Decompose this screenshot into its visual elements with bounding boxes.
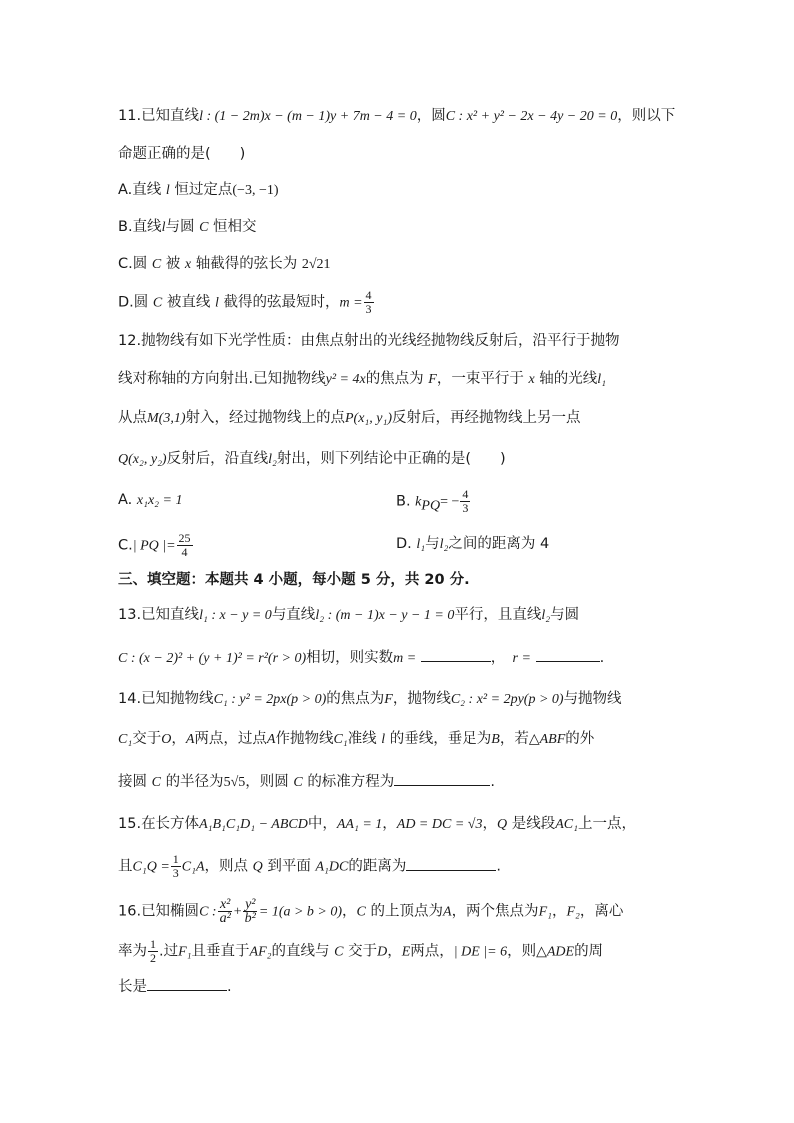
circle-equation: C : (x − 2)² + (y + 1)² = r²(r > 0) — [118, 651, 307, 666]
q15-line2 — [118, 853, 501, 880]
fraction — [177, 532, 193, 559]
fraction — [460, 488, 470, 515]
q13-text: 相切，则实数 — [306, 650, 394, 666]
denominator: 4 — [181, 545, 188, 559]
triangle-ade: △ADE — [536, 944, 575, 960]
q12-option-a — [118, 488, 183, 513]
q16-text: ， — [387, 943, 402, 960]
q14-text: 的外 — [565, 731, 595, 747]
focus-f2: F₂ — [566, 904, 580, 920]
answer-blank-perimeter[interactable] — [147, 976, 227, 991]
q15-text: 到平面 — [267, 858, 311, 875]
q12-text: 反射后，沿直线 — [166, 451, 269, 467]
q13-text: 与直线 — [271, 607, 316, 623]
q12-text: 抛物线有如下光学性质：由焦点射出的光线经抛物线反射后，沿平行于抛物 — [141, 333, 620, 349]
q14-text: 两点，过点 — [194, 731, 267, 747]
q16-text: 率为 — [118, 943, 147, 960]
q11-option-a — [118, 178, 279, 203]
numerator: y² — [245, 897, 256, 912]
q12-option-d — [396, 532, 549, 557]
q13-text: . — [599, 650, 605, 666]
triangle-abf: △ABF — [528, 732, 566, 747]
line-l2: l₂ — [541, 608, 551, 623]
option-label: D. — [118, 294, 134, 311]
q16-text: ，两个焦点为 — [451, 903, 539, 920]
answer-blank-m[interactable] — [421, 647, 491, 662]
q14-text: 准线 — [347, 731, 377, 747]
option-text: 与圆 — [165, 219, 195, 235]
q11-circle-equation: C : x² + y² − 2x − 4y − 20 = 0 — [445, 109, 618, 124]
q11-number: 11. — [118, 108, 142, 124]
q11-option-d — [118, 289, 375, 316]
q11-option-c — [118, 252, 331, 277]
edge-ad-dc: AD = DC = √3 — [396, 817, 483, 832]
q14-text: ，则圆 — [245, 774, 289, 790]
q12-option-c — [118, 532, 194, 559]
point-b: B — [491, 732, 500, 747]
q15-text: ， — [482, 816, 497, 832]
q16-text: 的直线与 — [271, 943, 330, 960]
q12-line4 — [118, 447, 506, 472]
var-l: l — [161, 220, 166, 235]
denominator: 3 — [462, 501, 469, 515]
q13-text: 与圆 — [550, 607, 580, 623]
q14-text: 的垂线，垂足为 — [389, 731, 492, 747]
segment-ac1: AC₁ — [555, 817, 578, 832]
q13-line2 — [118, 646, 604, 671]
q12-line1 — [118, 329, 620, 353]
option-text: 恒相交 — [213, 219, 257, 235]
q11-text: ，则以下 — [617, 108, 676, 124]
q16-text: 的上顶点为 — [370, 903, 443, 920]
parabola-c1: C₁ — [333, 732, 348, 747]
section-title — [118, 568, 470, 592]
chord-de: | DE |= 6 — [453, 944, 508, 960]
focus: F — [384, 692, 393, 707]
option-text: 与 — [425, 536, 440, 552]
option-text: 截得的弦最短时， — [223, 294, 340, 311]
option-label: B. — [396, 493, 411, 510]
q12-line3 — [118, 406, 581, 431]
q16-text: 且垂直于 — [191, 943, 250, 960]
var-c: C — [152, 295, 163, 311]
point-q: Q(x₂, y₂) — [118, 452, 167, 467]
slope-subscript: PQ — [421, 498, 441, 514]
var-x: x — [528, 372, 535, 387]
ellipse-label: C : — [199, 904, 217, 920]
line-l1-equation: l₁ : x − y = 0 — [199, 608, 272, 623]
point-q: Q — [252, 859, 263, 875]
q11-option-b — [118, 215, 257, 240]
q14-text: ，抛物线 — [392, 691, 451, 707]
q11-text: 已知直线 — [141, 108, 200, 124]
q12-text: 射出，则下列结论中正确的是( ) — [276, 451, 506, 467]
q14-text: ， — [171, 731, 186, 747]
option-text: 圆 — [132, 256, 148, 272]
denominator: 3 — [172, 866, 179, 880]
q16-text: 的周 — [574, 943, 604, 960]
q14-text: . — [490, 774, 495, 790]
q16-text: ，离心 — [579, 903, 624, 920]
q16-text: ，则 — [507, 943, 537, 960]
fixed-point: (−3, −1) — [232, 183, 279, 198]
ellipse-c: C — [356, 904, 366, 920]
q12-text: 从点 — [118, 410, 147, 426]
q15-text: 是线段 — [511, 816, 556, 832]
q12-number: 12. — [118, 333, 142, 349]
circle-c: C — [293, 775, 303, 790]
answer-blank-distance[interactable] — [406, 856, 496, 871]
option-label: B. — [118, 219, 133, 235]
q16-line1 — [118, 898, 623, 925]
focus-f1: F₁ — [178, 944, 192, 960]
var-x: x — [184, 257, 192, 272]
parabola-c2-equation: C₂ : x² = 2py(p > 0) — [450, 692, 564, 707]
q11-line1 — [118, 104, 675, 129]
fraction — [148, 938, 158, 965]
fraction — [218, 898, 233, 925]
option-label: A. — [118, 182, 133, 198]
q12-text: 轴的光线 — [539, 371, 598, 387]
option-text: 轴截得的弦长为 — [195, 256, 298, 272]
point-e: E — [401, 944, 411, 960]
denominator: 3 — [365, 302, 372, 316]
q13-text: 平行，且直线 — [454, 607, 542, 623]
option-text: 被直线 — [166, 294, 211, 311]
q14-line1 — [118, 687, 622, 712]
denominator: b² — [244, 911, 256, 926]
point-m: M(3,1) — [147, 411, 186, 426]
q14-text: 交于 — [132, 731, 162, 747]
numerator: 4 — [462, 487, 469, 501]
q15-text: 且 — [118, 858, 133, 875]
answer-blank-circle[interactable] — [394, 771, 490, 786]
q16-text: 两点， — [410, 943, 454, 960]
fraction — [171, 853, 181, 880]
q14-text: 与抛物线 — [563, 691, 622, 707]
var-r: r = — [512, 651, 531, 666]
parabola-c1: C₁ — [118, 732, 133, 747]
line-l1: l₁ — [597, 372, 607, 387]
ellipse-condition: = 1(a > b > 0) — [258, 904, 343, 920]
point-a: A — [185, 732, 195, 747]
circle-c: C — [151, 775, 161, 790]
point-o: O — [161, 732, 172, 747]
point-q: Q — [496, 817, 508, 832]
q14-text: 的半径为 — [165, 774, 224, 790]
q14-text: 已知抛物线 — [141, 691, 214, 707]
numerator: 4 — [365, 288, 372, 302]
option-label: A. — [118, 492, 133, 508]
numerator: 1 — [150, 937, 156, 951]
q12-text: 射入，经过抛物线上的点 — [185, 410, 345, 426]
var-l: l — [165, 183, 170, 198]
q11-prompt: 命题正确的是( ) — [118, 146, 246, 162]
focus: F — [428, 372, 437, 387]
q15-text: 上一点， — [577, 816, 636, 832]
equals: = − — [440, 494, 460, 510]
option-label: C. — [118, 537, 133, 554]
parabola-c1-equation: C₁ : y² = 2px(p > 0) — [213, 692, 327, 707]
option-text: 之间的距离为 4 — [448, 536, 550, 552]
segment-c1a: C₁A — [181, 859, 205, 875]
q15-text: . — [496, 858, 501, 875]
plus-sign: + — [233, 904, 242, 920]
focus-f1: F₁ — [538, 904, 552, 920]
q13-text: 已知直线 — [141, 607, 200, 623]
line-l2: l₂ — [268, 452, 277, 467]
q12-text: ，一束平行于 — [436, 371, 524, 387]
option-text: 直线 — [132, 219, 162, 235]
fraction — [364, 289, 374, 316]
q14-number: 14. — [118, 691, 142, 707]
q16-text: .过 — [159, 943, 179, 960]
fraction — [243, 898, 258, 925]
q14-text: 的标准方程为 — [307, 774, 395, 790]
line-l1: l₁ — [416, 537, 426, 552]
q15-text: ， — [382, 816, 397, 832]
q14-line2 — [118, 727, 594, 752]
plane-a1dc: A₁DC — [315, 859, 349, 875]
q13-line1 — [118, 603, 579, 628]
option-label: C. — [118, 256, 133, 272]
q12-text: 线对称轴的方向射出.已知抛物线 — [118, 371, 326, 387]
q15-number: 15. — [118, 816, 142, 832]
section-title-text: 三、填空题：本题共 4 小题，每小题 5 分，共 20 分. — [118, 572, 470, 588]
var-m: m = — [393, 651, 417, 666]
denominator: a² — [219, 911, 231, 926]
segment-c1q: C₁Q = — [132, 859, 170, 875]
edge-aa1: AA₁ = 1 — [336, 817, 383, 832]
segment-af2: AF₂ — [249, 944, 272, 960]
q14-text: 作抛物线 — [275, 731, 334, 747]
q14-line3 — [118, 770, 495, 795]
parabola-equation: y² = 4x — [325, 372, 366, 387]
ellipse-c: C — [334, 944, 344, 960]
q16-line2 — [118, 938, 603, 965]
q11-line2 — [118, 142, 245, 166]
q13-number: 13. — [118, 607, 142, 623]
line-l2-equation: l₂ : (m − 1)x − y − 1 = 0 — [315, 608, 455, 623]
option-text: 圆 — [133, 294, 149, 311]
q11-text: ，圆 — [416, 108, 446, 124]
numerator: 1 — [172, 852, 179, 866]
cuboid-name: A₁B₁C₁D₁ − ABCD — [199, 817, 308, 832]
q15-text: ，则点 — [204, 858, 249, 875]
q12-text: 反射后，再经抛物线上另一点 — [392, 410, 581, 426]
var-c: C — [151, 257, 162, 272]
q15-text: 中， — [307, 816, 337, 832]
option-text: 恒过定点 — [174, 182, 233, 198]
q12-option-b — [396, 488, 471, 518]
option-label: D. — [396, 536, 412, 552]
q16-text: 长是 — [118, 979, 147, 995]
point-d: D — [377, 944, 388, 960]
q16-line3 — [118, 975, 232, 999]
q12-line2 — [118, 367, 606, 392]
var-c: C — [199, 220, 209, 235]
q14-text: ，若 — [499, 731, 529, 747]
point-a: A — [443, 904, 452, 920]
denominator: 2 — [150, 951, 156, 965]
q16-number: 16. — [118, 903, 142, 920]
point-a: A — [266, 732, 276, 747]
q16-text: 已知椭圆 — [141, 903, 200, 920]
q16-text: ， — [342, 903, 357, 920]
q11-line-equation: l : (1 − 2m)x − (m − 1)y + 7m − 4 = 0 — [199, 109, 417, 124]
q15-text: 在长方体 — [141, 816, 200, 832]
radius-value: 5√5 — [223, 775, 246, 790]
answer-blank-r[interactable] — [536, 647, 600, 662]
directrix-l: l — [381, 732, 386, 747]
option-expr: x₁x₂ = 1 — [136, 493, 183, 508]
numerator: x² — [219, 897, 231, 912]
var-l: l — [214, 295, 219, 311]
q12-text: 的焦点为 — [365, 371, 424, 387]
q16-text: . — [227, 979, 232, 995]
q16-text: ， — [551, 903, 567, 920]
numerator: 25 — [178, 531, 191, 545]
slope-k: k — [415, 494, 422, 510]
option-text: 直线 — [132, 182, 162, 198]
q15-text: 的距离为 — [348, 858, 407, 875]
q16-text: 交于 — [348, 943, 378, 960]
q13-text: ， — [490, 650, 499, 666]
chord-length: 2√21 — [301, 257, 331, 272]
option-text: 被 — [165, 256, 181, 272]
point-p: P(x₁, y₁) — [345, 411, 393, 426]
line-l2: l₂ — [439, 537, 449, 552]
q15-line1 — [118, 812, 636, 837]
q14-text: 接圆 — [118, 774, 147, 790]
option-expr: | PQ |= — [132, 538, 176, 554]
q14-text: 的焦点为 — [326, 691, 385, 707]
var-m: m = — [339, 295, 363, 311]
